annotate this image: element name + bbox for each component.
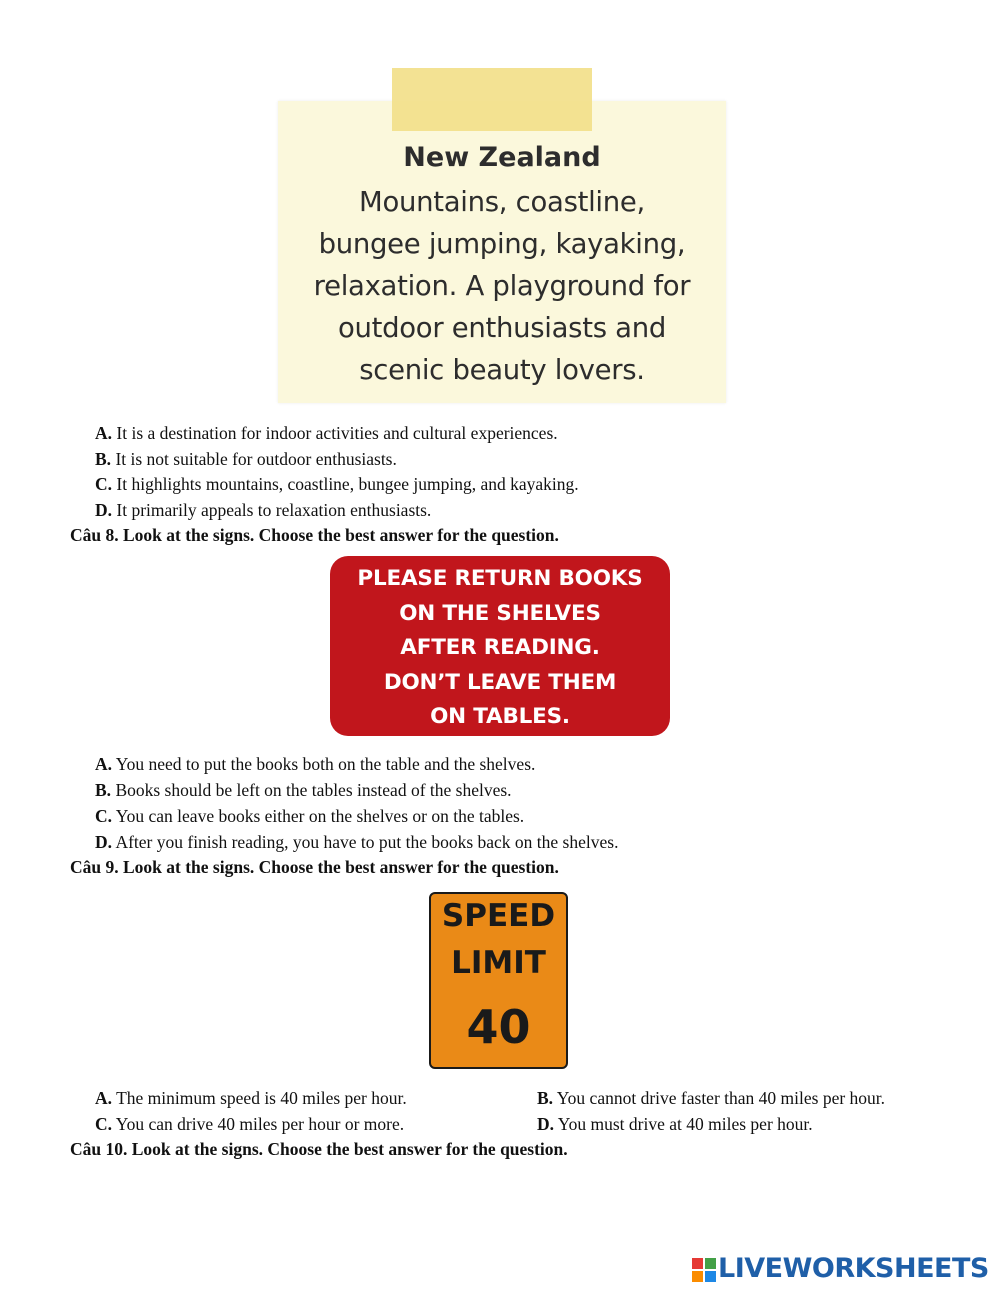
sign-line: DON’T LEAVE THEM — [383, 669, 617, 695]
note-title: New Zealand — [403, 142, 601, 173]
q7-option-a[interactable]: A. It is a destination for indoor activities and cultural experiences. — [95, 423, 558, 443]
q7-option-d[interactable]: D. It primarily appeals to relaxation enthusiasts. — [95, 500, 432, 520]
q8-option-d[interactable]: D. After you finish reading, you have to put the books back on the shelves. — [95, 832, 619, 852]
sign-line: ON THE SHELVES — [399, 600, 601, 626]
note-line: outdoor enthusiasts and — [337, 312, 666, 344]
note-body — [278, 181, 726, 391]
q9-heading: Câu 9. Look at the signs. Choose the best answer for the question. — [70, 857, 559, 877]
speed-sign-number: 40 — [466, 1000, 531, 1054]
sign-line: AFTER READING. — [400, 635, 600, 660]
note-line: bungee jumping, kayaking, — [318, 228, 686, 260]
sign-line: ON TABLES. — [430, 704, 570, 729]
speed-sign-line2: LIMIT — [451, 945, 546, 981]
sign-line: PLEASE RETURN BOOKS — [357, 566, 643, 591]
q8-option-c[interactable]: C. You can leave books either on the shelves or on the tables. — [95, 806, 525, 826]
speed-sign-line1: SPEED — [441, 898, 556, 934]
q9-option-a[interactable]: A. The minimum speed is 40 miles per hour. — [95, 1088, 407, 1108]
q8-option-a[interactable]: A. You need to put the books both on the table and the shelves. — [95, 754, 536, 774]
liveworksheets-logo-text: LIVEWORKSHEETS — [718, 1253, 989, 1284]
note-line: scenic beauty lovers. — [359, 354, 645, 386]
logo-square-red — [692, 1258, 703, 1269]
tape-decoration — [392, 68, 592, 131]
liveworksheets-logo-icon — [692, 1258, 718, 1284]
logo-square-orange — [692, 1271, 703, 1282]
logo-square-green — [705, 1258, 716, 1269]
logo-square-blue — [705, 1271, 716, 1282]
q7-option-b[interactable]: B. It is not suitable for outdoor enthusiasts. — [95, 449, 397, 469]
q9-option-c[interactable]: C. You can drive 40 miles per hour or more. — [95, 1114, 405, 1134]
q8-heading: Câu 8. Look at the signs. Choose the best answer for the question. — [70, 525, 559, 545]
q7-option-c[interactable]: C. It highlights mountains, coastline, bungee jumping, and kayaking. — [95, 474, 579, 494]
q10-heading: Câu 10. Look at the signs. Choose the best answer for the question. — [70, 1139, 568, 1159]
note-line: relaxation. A playground for — [313, 270, 691, 302]
q8-option-b[interactable]: B. Books should be left on the tables instead of the shelves. — [95, 780, 512, 800]
q9-option-b[interactable]: B. You cannot drive faster than 40 miles per hour. — [537, 1088, 886, 1108]
note-line: Mountains, coastline, — [359, 186, 645, 218]
q9-option-d[interactable]: D. You must drive at 40 miles per hour. — [537, 1114, 813, 1134]
library-sign-text — [330, 562, 670, 735]
